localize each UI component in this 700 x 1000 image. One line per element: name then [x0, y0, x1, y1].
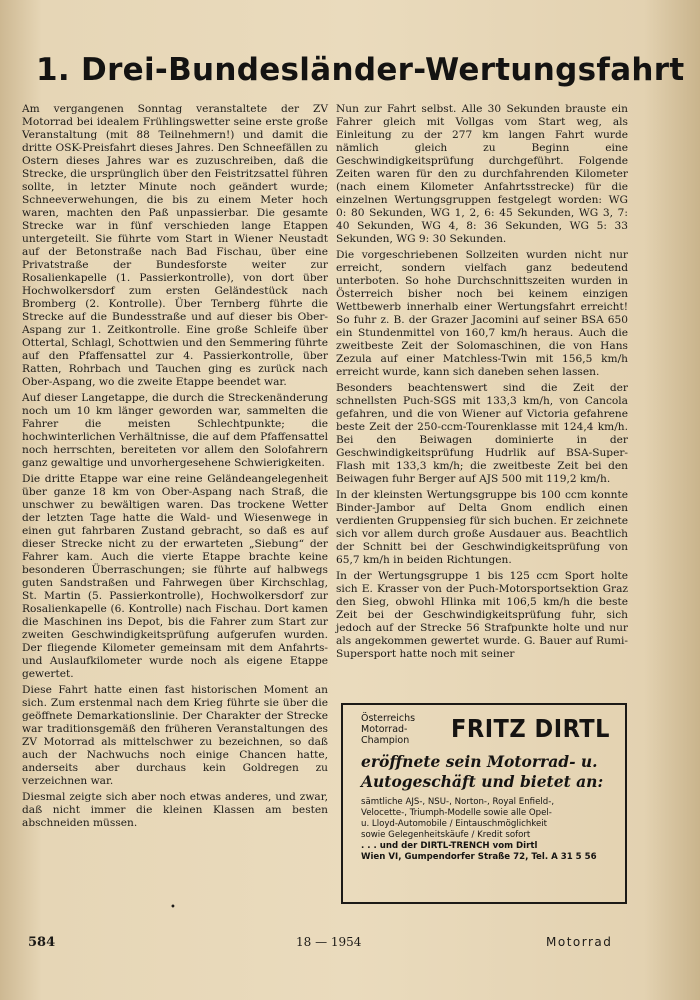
ad-line: u. Lloyd-Automobile / Eintauschmöglichkeit	[361, 819, 547, 829]
article-right-column	[336, 103, 628, 664]
ad-slogan: eröffnete sein Motorrad- u. Autogeschäft und bietet an:	[361, 752, 604, 791]
paragraph: Am vergangenen Sonntag veranstaltete der ZV Motorrad bei idealem Frühlingswetter seine erste große Veranstaltung (mit 88 Teilnehmern!) und damit die dritte OSK-Preisfahrt dieses Jahres. Den Schneefällen zu Ostern dieses Jahres war es zuzuschreiben, daß die Strecke, die ursprünglich über den Feistritzsattel führen sollte, in letzter Minute noch geändert wurde; Schneeverwehungen, die bis zu einem Meter hoch waren, machten den Paß unpassierbar. Die gesamte Strecke war in fünf verschieden lange Etappen untergeteilt. Sie führte vom Start in Wiener Neustadt auf der Betonstraße nach Bad Fischau, über eine Privatstraße der Bundesforste weiter zur Rosalienkapelle (1. Passierkontrolle), von dort über Hochwolkersdorf zum ersten Geländestück nach Bromberg (2. Kontrolle). Über Ternberg führte die Strecke auf die Bundesstraße und auf dieser bis Ober-Aspang zur 1. Zeitkontrolle. Eine große Schleife über Ottertal, Schlagl, Schottwien und den Semmering führte auf den Pfaffensattel zur 4. Passierkontrolle, über Ratten, Rohrbach und Tauchen ging es zurück nach Ober-Aspang, wo die zweite Etappe beendet war.	[22, 103, 328, 388]
article-title: 1. Drei-Bundesländer-Wertungsfahrt	[36, 52, 685, 88]
article-left-column	[22, 103, 328, 833]
paragraph: In der kleinsten Wertungsgruppe bis 100 ccm konnte Binder-Jambor auf Delta Gnom endlich einen verdienten Gruppensieg für sich buchen. Er zeichnete sich vor allem durch große Ausdauer aus. Beachtlich der Schnitt bei der Geschwindigkeitsprüfung von 65,7 km/h in beiden Richtungen.	[336, 489, 628, 566]
issue-number: 18 — 1954	[296, 935, 362, 949]
paragraph: Diesmal zeigte sich aber noch etwas anderes, und zwar, daß nicht immer die kleinen Klassen am besten abschneiden müssen.	[22, 791, 328, 829]
page-number: 584	[28, 935, 56, 950]
ad-line: . . . und der DIRTL-TRENCH vom Dirtl	[361, 841, 538, 851]
paragraph: Besonders beachtenswert sind die Zeit der schnellsten Puch-SGS mit 133,3 km/h, von Cancola gefahren, und die von Wiener auf Victoria gefahrene beste Zeit der 250-ccm-Tourenklasse mit 124,4 km/h. Bei den Beiwagen dominierte in der Geschwindigkeitsprüfung Hudrlik auf BSA-Super-Flash mit 133,3 km/h; die zweitbeste Zeit bei den Beiwagen fuhr Berger auf AJS 500 mit 119,2 km/h.	[336, 382, 628, 485]
paragraph: Diese Fahrt hatte einen fast historischen Moment an sich. Zum erstenmal nach dem Krieg führte sie über die geöffnete Demarkationslinie. Der Charakter der Strecke war traditionsgemäß den früheren Veranstaltungen des ZV Motorrad als mittelschwer zu bezeichnen, so daß auch der Nachwuchs noch einige Chancen hatte, anderseits aber durchaus kein Goldregen zu verzeichnen war.	[22, 684, 328, 787]
page-footer	[0, 935, 700, 955]
ad-address: Wien VI, Gumpendorfer Straße 72, Tel. A 31 5 56	[361, 852, 597, 862]
ad-champion-label: Österreichs Motorrad- Champion	[361, 713, 416, 746]
ad-dealer-name: FRITZ DIRTL	[451, 714, 610, 743]
paragraph: Nun zur Fahrt selbst. Alle 30 Sekunden brauste ein Fahrer gleich mit Vollgas vom Start weg, als Einleitung zu der 277 km langen Fahrt wurde nämlich gleich zu Beginn eine Geschwindigkeitsprüfung durchgeführt. Folgende Zeiten waren für den zu durchfahrenden Kilometer (nach einem Kilometer Anfahrtsstrecke) für die einzelnen Wertungsgruppen festgelegt worden: WG 0: 80 Sekunden, WG 1, 2, 6: 45 Sekunden, WG 3, 7: 40 Sekunden, WG 4, 8: 36 Sekunden, WG 5: 33 Sekunden, WG 9: 30 Sekunden.	[336, 103, 628, 245]
ad-line: sämtliche AJS-, NSU-, Norton-, Royal Enfield-,	[361, 797, 555, 807]
advertisement-box	[341, 703, 627, 904]
magazine-name: Motorrad	[546, 935, 613, 949]
ad-line: Velocette-, Triumph-Modelle sowie alle Opel-	[361, 808, 552, 818]
paragraph: In der Wertungsgruppe 1 bis 125 ccm Sport holte sich E. Krasser von der Puch-Motorsportsektion Graz den Sieg, obwohl Hlinka mit 106,5 km/h die beste Zeit bei der Geschwindigkeitsprüfung fuhr, sich jedoch auf der Strecke 56 Strafpunkte holte und nur als angekommen gewertet wurde. G. Bauer auf Rumi-Supersport hatte noch mit seiner	[336, 570, 628, 660]
paragraph: Die dritte Etappe war eine reine Geländeangelegenheit über ganze 18 km von Ober-Aspang nach Straß, die unschwer zu bewältigen waren. Das trockene Wetter der letzten Tage hatte die Wald- und Wiesenwege in einen gut fahrbaren Zustand gebracht, so daß es auf dieser Strecke nicht zu der erwarteten „Siebung“ der Fahrer kam. Auch die vierte Etappe brachte keine besonderen Überraschungen; sie führte auf halbwegs guten Sandstraßen und Fahrwegen über Kirchschlag, St. Martin (5. Passierkontrolle), Hochwolkersdorf zur Rosalienkapelle (6. Kontrolle) nach Fischau. Dort kamen die Maschinen ins Depot, bis die Fahrer zum Start zur zweiten Geschwindigkeitsprüfung aufgerufen wurden. Der fliegende Kilometer gemeinsam mit dem Anfahrts- und Auslaufkilometer wurde noch als eigene Etappe gewertet.	[22, 473, 328, 680]
ad-offer-text	[361, 797, 615, 863]
ad-line: sowie Gelegenheitskäufe / Kredit sofort	[361, 830, 531, 840]
paragraph: Die vorgeschriebenen Sollzeiten wurden nicht nur erreicht, sondern vielfach ganz bedeutend unterboten. So hohe Durchschnittszeiten wurden in Österreich bisher noch bei keinem einzigen Wettbewerb innerhalb einer Wertungsfahrt erreicht! So fuhr z. B. der Grazer Jacomini auf seiner BSA 650 ein Stundenmittel von 160,7 km/h heraus. Auch die zweitbeste Zeit der Solomaschinen, die von Hans Zezula auf einer Matchless-Twin mit 156,5 km/h erreicht wurde, kann sich daneben sehen lassen.	[336, 249, 628, 378]
paragraph: Auf dieser Langetappe, die durch die Streckenänderung noch um 10 km länger geworden war, sammelten die Fahrer die meisten Schlechtpunkte; die hochwinterlichen Verhältnisse, die auf dem Pfaffensattel noch herrschten, bereiteten vor allem den Solofahrern ganz gewaltige und unvorhergesehene Schwierigkeiten.	[22, 392, 328, 469]
decorative-dot: •	[170, 902, 176, 913]
